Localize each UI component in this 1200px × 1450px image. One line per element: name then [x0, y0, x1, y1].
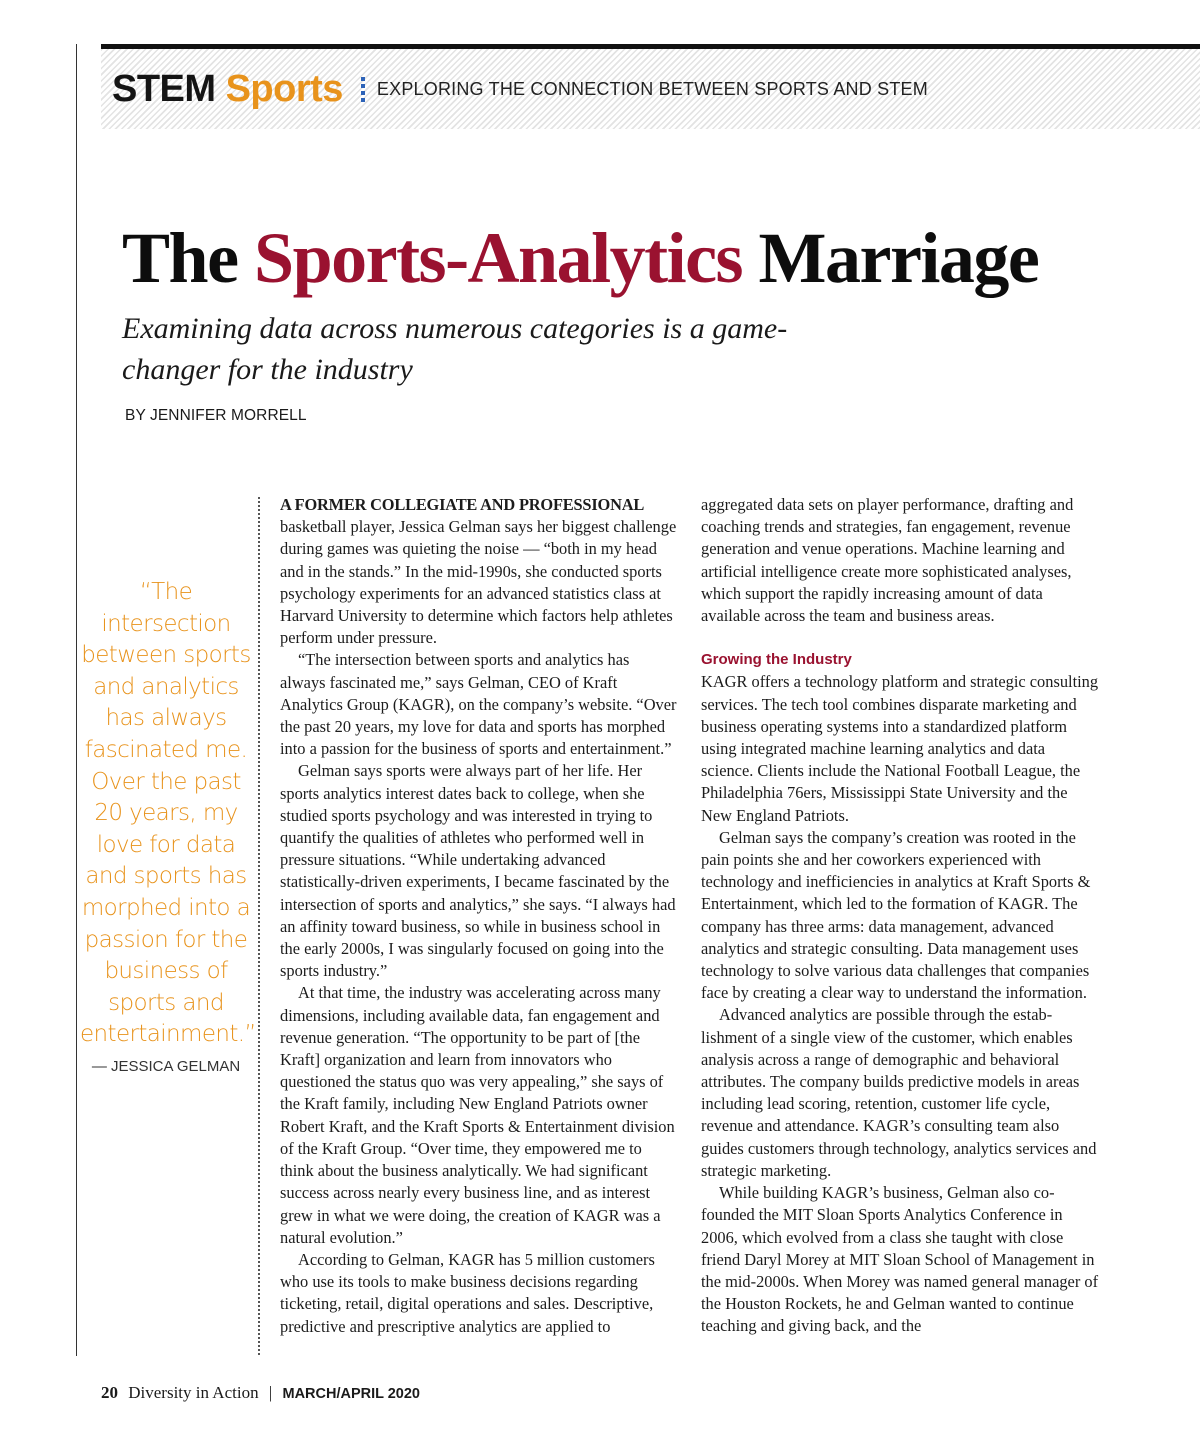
body-paragraph: According to Gelman, KAGR has 5 million customers who use its tools to make business decisions regarding ticketing, retail, digital operations and sales. Descriptive, predictive and prescriptive analytics are applied to [280, 1249, 655, 1336]
footer-separator: | [268, 1383, 273, 1402]
title-part-1: The [122, 218, 238, 298]
article-subtitle: Examining data across numerous categories is a game-changer for the industry [122, 312, 788, 386]
pull-quote [80, 577, 256, 1077]
left-margin-rule [76, 44, 77, 1356]
body-paragraph: Gelman says the company’s creation was rooted in the pain points she and her coworkers experienced with technology and inefficiencies in analytics at Kraft Sports & Entertainment, which led to the formation of KAGR. The company has three arms: data management, advanced analytics and strategic consulting. Data management uses technology to solve various data challenges that companies face by creating a clear way to understand the information. [701, 827, 1091, 1003]
body-paragraph: “The intersection between sports and analytics has always fascinated me,” says Gelman, CEO of Kraft Analytics Group (KAGR), on the company’s website. “Over the past 20 years, my love for data and sports has morphed into a passion for the business of sports and entertainment.” [280, 650, 677, 759]
section-name-stem: STEM [112, 67, 216, 110]
article-title [122, 212, 1182, 304]
body-paragraph: At that time, the industry was accelerating across many dimensions, including available data, fan engagement and revenue generation. “The opportunity to be part of [the Kraft] organization and learn from innovators who questioned the status quo was very appealing,” she says of the Kraft family, including New England Patriots owner Robert Kraft, and the Kraft Sports & Entertainment division of the Kraft Group. “Over time, they empowered me to think about the business analytically. We had significant success across nearly every business line, and as interest grew in what we were doing, the creation of KAGR was a natural evolution.” [280, 983, 675, 1247]
body-column-2 [701, 494, 1099, 1338]
section-name-sports: Sports [225, 67, 343, 110]
paragraph-text: basketball player, Jessica Gelman says her biggest challenge during games was quieting the noise — “both in my head and in the stands.” In the mid-1990s, she conducted sports psychology experiments for an advanced statistics class at Harvard University to determine which factors help athletes perform under pressure. [280, 517, 677, 648]
title-part-2: Marriage [758, 218, 1039, 298]
byline: BY JENNIFER MORRELL [125, 407, 307, 424]
section-tagline: EXPLORING THE CONNECTION BETWEEN SPORTS AND STEM [376, 78, 928, 99]
publication-name: Diversity in Action [128, 1383, 259, 1402]
body-paragraph [280, 494, 678, 649]
body-paragraph: KAGR offers a technology platform and strategic consulting services. The tech tool combines disparate marketing and business operating systems into a standardized platform using integrated machine learning analytics and data science. Clients include the National Football League, the Philadelphia 76ers, Mississippi State University and the New England Patriots. [701, 672, 1099, 825]
section-subhead: Growing the Industry [701, 651, 852, 669]
body-paragraph: aggregated data sets on player performance, drafting and coaching trends and strategies, fan engagement, revenue generation and venue operations. Machine learning and artificial intelligence create more sophisticated analyses, which support the rapidly increasing amount of data available across the team and business areas. [701, 495, 1074, 626]
page-footer [101, 1383, 420, 1403]
vertical-dots-icon [361, 77, 365, 102]
lead-in-caps: A FORMER COLLEGIATE AND PROFESSIONAL [280, 495, 645, 514]
page-number: 20 [101, 1383, 118, 1402]
pull-quote-text: “The intersection between sports and analytics has always fascinated me. Over the past 20 years, my love for data and sports has morphed into a passion for the business of sports and entertainment.” [80, 579, 256, 1048]
body-column-1 [280, 494, 678, 1338]
issue-date: MARCH/APRIL 2020 [282, 1386, 421, 1402]
title-accent: Sports-Analytics [254, 218, 743, 298]
body-paragraph: Gelman says sports were always part of her life. Her sports analytics interest dates back to college, when she studied sports psychology and was interested in trying to quantify the qualities of athletes who performed well in pressure situations. “While undertaking advanced statistically-driven experiments, I became fascinated by the intersection of sports and analytics,” she says. “I always had an affinity toward business, so while in business school in the early 2000s, I was singularly focused on going into the sports industry.” [280, 761, 676, 981]
body-paragraph: While building KAGR’s business, Gelman also cofounded the MIT Sloan Sports Analytics Conference in 2006, which evolved from a class she taught with close friend Daryl Morey at MIT Sloan School of Management in the mid-2000s. When Morey was named general manager of the Houston Rockets, he and Gelman wanted to continue teaching and giving back, and the [701, 1183, 1099, 1336]
pull-quote-attribution: — JESSICA GELMAN [91, 1057, 241, 1075]
section-header-content [112, 63, 928, 115]
dotted-divider [258, 497, 260, 1355]
body-paragraph: Advanced analytics are possible through the establishment of a single view of the customer, which enables analysis across a range of demographic and behavioral attributes. The company builds predictive models in areas including lead scoring, retention, customer life cycle, revenue and attendance. KAGR’s consulting team also guides customers through technology, analytics services and strategic marketing. [701, 1005, 1097, 1180]
